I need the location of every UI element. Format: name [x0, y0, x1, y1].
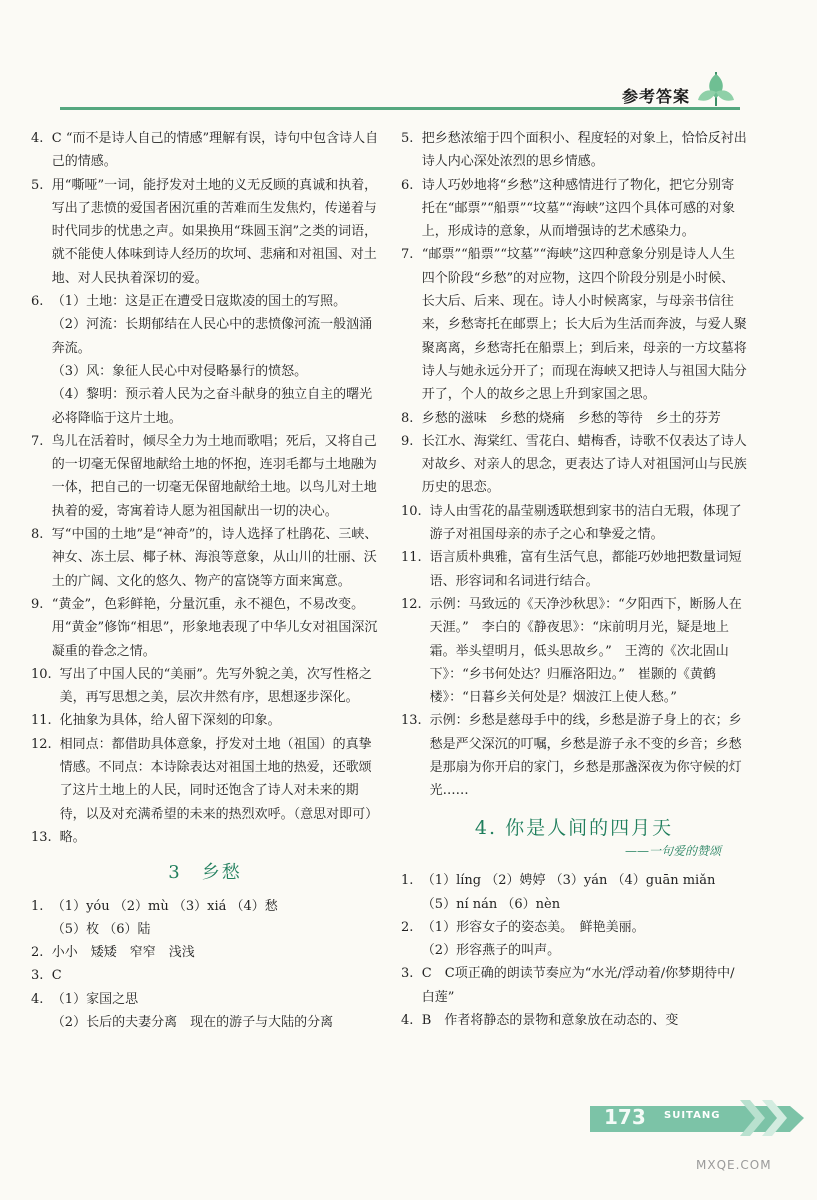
- answer-number: 4.: [31, 131, 44, 146]
- answer-text: 写“中国的土地”是“神奇”的，诗人选择了杜鹃花、三峡、神女、冻土层、椰子林、海浪等意象，从山川的壮丽、沃土的广阔、文化的悠久、物产的富饶等方面来寓意。: [51, 527, 378, 589]
- answer-text: C “而不是诗人自己的情感”理解有误，诗句中包含诗人自己的情感。: [51, 131, 379, 170]
- answer-number: 5.: [31, 177, 44, 193]
- answer-item: [31, 174, 379, 290]
- answer-item: [31, 523, 379, 593]
- answer-number: 7.: [401, 247, 414, 263]
- leaf-logo-icon: [696, 66, 736, 110]
- answer-number: 7.: [31, 433, 44, 449]
- answer-item: [401, 593, 747, 709]
- answer-text: （1）土地：这是正在遭受日寇欺凌的国土的写照。: [51, 294, 347, 310]
- answer-text: 长江水、海棠红、雪花白、蜡梅香，诗歌不仅表达了诗人对故乡、对亲人的思念，更表达了诗人对祖国河山与民族历史的思恋。: [421, 433, 747, 496]
- answer-sub-text: （5）ní nán （6）nèn: [421, 896, 561, 912]
- section-title: 4. 你是人间的四月天: [474, 816, 674, 839]
- answer-item: [31, 941, 379, 964]
- answer-number: 2.: [31, 945, 44, 961]
- answer-text: 相同点：都借助具体意象，抒发对土地（祖国）的真挚情感。不同点：本诗除表达对祖国土地的热爱，还歌颂了这片土地上的人民，同时还饱含了诗人对未来的期待，以及对充满希望的未来的热烈欢呼。（意思对即可）: [59, 736, 379, 822]
- answer-text: （1）家国之思: [51, 991, 139, 1007]
- answer-number: 12.: [31, 736, 52, 752]
- header-divider: [60, 107, 740, 110]
- page-header-label: 参考答案: [622, 87, 691, 106]
- answer-sub-text: （2）河流：长期郁结在人民心中的悲愤像河流一般汹涌奔流。: [51, 317, 373, 356]
- answer-text: 语言质朴典雅，富有生活气息，都能巧妙地把数量词短语、形容词和名词进行结合。: [429, 550, 742, 589]
- answer-sub-text: （3）风：象征人民心中对侵略暴行的愤怒。: [51, 363, 308, 379]
- answer-text: B 作者将静态的景物和意象放在动态的、变: [421, 1012, 679, 1028]
- answer-number: 2.: [401, 919, 414, 935]
- answer-item: [31, 988, 379, 1011]
- answer-item: [401, 500, 747, 547]
- answer-text: 把乡愁浓缩于四个面积小、程度轻的对象上，恰恰反衬出诗人内心深处浓烈的思乡情感。: [421, 131, 747, 170]
- answer-item: [401, 127, 747, 174]
- watermark-text: MXQE.COM: [696, 1158, 772, 1172]
- answer-text: “邮票”“船票”“坟墓”“海峡”这四种意象分别是诗人人生四个阶段“乡愁”的对应物，这四个阶段分别是小时候、长大后、后来、现在。诗人小时候离家，与母亲书信往来，乡愁寄托在邮票上；长大后为生活而奔波，与爱人聚聚离离，乡愁寄托在船票上；到后来，母亲的一方坟墓将诗人与她永远分开了；而现在海峡又把诗人与祖国大陆分开了，个人的故乡之思上升到家国之思。: [421, 247, 747, 403]
- answer-item: [401, 709, 747, 802]
- page-header: [0, 0, 817, 110]
- answer-text: 示例：马致远的《天净沙秋思》：“夕阳西下，断肠人在天涯。” 李白的《静夜思》：“床前明月光，疑是地上霜。举头望明月，低头思故乡。” 王湾的《次北固山下》：“乡书何处达？归雁洛阳边。” 崔颢的《黄鹤楼》：“日暮乡关何处是？烟波江上使人愁。”: [429, 596, 742, 706]
- answer-item: [401, 174, 747, 244]
- answer-number: 11.: [401, 550, 422, 566]
- answer-text: （1）líng （2）娉婷 （3）yán （4）guān miǎn: [421, 873, 716, 889]
- answer-number: 9.: [401, 433, 414, 449]
- answer-number: 12.: [401, 596, 422, 612]
- answer-item: [401, 869, 747, 892]
- answer-item: [31, 733, 379, 826]
- answer-sub-text: （2）长后的夫妻分离 现在的游子与大陆的分离: [51, 1014, 334, 1030]
- answer-number: 1.: [31, 898, 44, 914]
- answer-text: 鸟儿在活着时，倾尽全力为土地而歌唱；死后，又将自己的一切毫无保留地献给土地的怀抱，连羽毛都与土地融为一体，把自己的一切毫无保留地献给土地。以鸟儿对土地执着的爱，寄寓着诗人愿为祖国献出一切的决心。: [51, 433, 377, 519]
- answer-text: 化抽象为具体，给人留下深刻的印象。: [59, 713, 281, 729]
- answer-text: 示例：乡愁是慈母手中的线，乡愁是游子身上的衣；乡愁是严父深沉的叮嘱，乡愁是游子永不变的乡音；乡愁是那扇为你开启的家门，乡愁是那盏深夜为你守候的灯光……: [429, 713, 742, 799]
- answer-number: 5.: [401, 131, 414, 146]
- answer-number: 11.: [31, 713, 52, 729]
- answer-number: 3.: [31, 968, 44, 984]
- answer-number: 13.: [31, 829, 52, 845]
- answer-text: 用“嘶哑”一词，能抒发对土地的义无反顾的真诚和执着，写出了悲愤的爱国者困沉重的苦难而生发焦灼，传递着与时代同步的忧患之声。如果换用“珠圆玉润”之类的词语，就不能使人体味到诗人经历的坎坷、悲痛和对祖国、对土地、对人民执着深切的爱。: [51, 177, 378, 286]
- answer-number: 13.: [401, 713, 422, 729]
- answer-text: C C项正确的朗读节奏应为“水光/浮动着/你梦期待中/白莲”: [421, 966, 735, 1005]
- answer-item: [401, 243, 747, 406]
- answer-item: [31, 895, 379, 918]
- answer-number: 8.: [401, 410, 414, 426]
- answer-text: “黄金”，色彩鲜艳，分量沉重，永不褪色，不易改变。用“黄金”修饰“相思”，形象地表现了中华儿女对祖国深沉凝重的眷念之情。: [51, 596, 378, 659]
- answer-sub-text: （5）枚 （6）陆: [51, 921, 151, 937]
- answer-item: [401, 962, 747, 1009]
- answer-item: [31, 430, 379, 523]
- answer-item: [401, 916, 747, 939]
- answer-text: （1）形容女子的姿态美。 鲜艳美丽。: [421, 919, 645, 935]
- answer-item: [401, 407, 747, 430]
- answer-item: [31, 290, 379, 313]
- answer-text: （1）yóu （2）mù （3）xiá （4）愁: [51, 898, 278, 914]
- answer-item: [31, 663, 379, 710]
- answer-number: 8.: [31, 527, 44, 543]
- answer-number: 3.: [401, 966, 414, 982]
- answer-text: 诗人巧妙地将“乡愁”这种感情进行了物化，把它分别寄托在“邮票”“船票”“坟墓”“海峡”这四个具体可感的对象上，形成诗的意象，从而增强诗的艺术感染力。: [421, 177, 735, 240]
- answer-sub-text: （4）黎明：预示着人民为之奋斗献身的独立自主的曙光必将降临于这片土地。: [51, 387, 373, 426]
- answer-item: [31, 127, 379, 174]
- answer-text: 诗人由雪花的晶莹剔透联想到家书的洁白无瑕，体现了游子对祖国母亲的赤子之心和挚爱之情。: [429, 503, 742, 543]
- answer-number: 10.: [31, 666, 52, 682]
- answer-item: [31, 593, 379, 663]
- answer-item: [31, 709, 379, 732]
- answer-text: 写出了中国人民的“美丽”。先写外貌之美，次写性格之美，再写思想之美，层次井然有序，思想逐步深化。: [59, 666, 372, 706]
- answer-number: 4.: [401, 1012, 414, 1028]
- section-subtitle: ——一句爱的赞颂: [624, 843, 721, 858]
- answer-number: 6.: [401, 177, 414, 193]
- answer-item: [401, 546, 747, 593]
- answer-text: 略。: [59, 829, 86, 845]
- answer-text: 小小 矮矮 窄窄 浅浅: [51, 945, 195, 961]
- answer-sub-text: （2）形容燕子的叫声。: [421, 943, 561, 959]
- answer-item: [401, 430, 747, 500]
- section-title: 3 乡愁: [168, 862, 242, 884]
- answer-number: 6.: [31, 294, 44, 310]
- answer-item: [31, 826, 379, 849]
- answer-number: 4.: [31, 991, 44, 1007]
- right-column: [401, 127, 747, 1032]
- answer-number: 10.: [401, 503, 422, 519]
- page-number: 173: [604, 1105, 646, 1129]
- footer-brand-label: SUITANG: [664, 1110, 721, 1121]
- answer-text: 乡愁的滋味 乡愁的烧痛 乡愁的等待 乡土的芬芳: [421, 410, 721, 426]
- left-column: [31, 127, 379, 1034]
- answer-number: 9.: [31, 596, 44, 612]
- answer-item: [31, 964, 379, 987]
- answer-item: [401, 1009, 747, 1032]
- answer-text: C: [51, 968, 62, 984]
- answer-number: 1.: [401, 873, 414, 889]
